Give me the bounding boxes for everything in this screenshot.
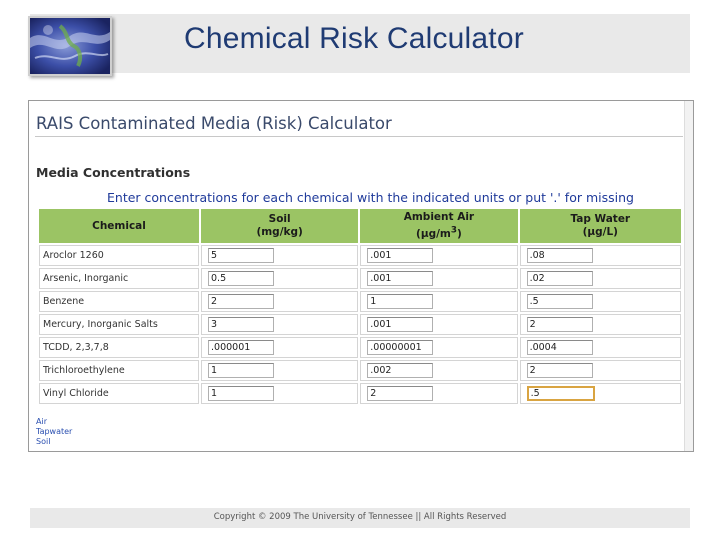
water-input[interactable]: .5 <box>527 294 593 309</box>
air-input[interactable]: .001 <box>367 271 433 286</box>
slide-footer <box>30 508 690 528</box>
chemical-name: TCDD, 2,3,7,8 <box>39 337 199 358</box>
soil-cell <box>201 245 358 266</box>
chemical-name: Mercury, Inorganic Salts <box>39 314 199 335</box>
soil-cell <box>201 268 358 289</box>
water-unit: (µg/L) <box>582 226 618 238</box>
soil-label: Soil <box>268 213 291 225</box>
calculator-title: RAIS Contaminated Media (Risk) Calculator <box>36 114 392 133</box>
water-input[interactable]: 2 <box>527 363 593 378</box>
table-header-row <box>39 209 681 243</box>
water-cell <box>520 337 681 358</box>
air-input[interactable]: 1 <box>367 294 433 309</box>
soil-cell <box>201 337 358 358</box>
chemical-name: Trichloroethylene <box>39 360 199 381</box>
water-cell <box>520 291 681 312</box>
air-cell <box>360 268 517 289</box>
column-header-ambient-air <box>360 209 517 243</box>
water-input-focused[interactable]: .5 <box>527 386 595 401</box>
table-row <box>39 314 681 335</box>
air-cell <box>360 337 517 358</box>
slide-title: Chemical Risk Calculator <box>184 22 524 55</box>
media-concentrations-heading: Media Concentrations <box>36 165 191 180</box>
table-row <box>39 337 681 358</box>
table-row <box>39 383 681 404</box>
water-cell <box>520 268 681 289</box>
soil-unit: (mg/kg) <box>256 226 303 238</box>
soil-input[interactable]: 5 <box>208 248 274 263</box>
water-input[interactable]: .0004 <box>527 340 593 355</box>
air-cell <box>360 360 517 381</box>
calculator-screenshot <box>28 100 694 452</box>
water-cell <box>520 245 681 266</box>
air-cell <box>360 314 517 335</box>
water-cell <box>520 360 681 381</box>
water-cell <box>520 314 681 335</box>
concentrations-table <box>37 207 683 406</box>
frame-scrollbar[interactable] <box>684 101 693 451</box>
air-input[interactable]: .00000001 <box>367 340 433 355</box>
soil-input[interactable]: 1 <box>208 363 274 378</box>
earth-satellite-logo <box>28 16 112 76</box>
chemical-name: Aroclor 1260 <box>39 245 199 266</box>
air-input[interactable]: 2 <box>367 386 433 401</box>
chemical-name: Benzene <box>39 291 199 312</box>
soil-input[interactable]: .000001 <box>208 340 274 355</box>
table-row <box>39 360 681 381</box>
table-row <box>39 268 681 289</box>
air-cell <box>360 383 517 404</box>
table-row <box>39 245 681 266</box>
media-links <box>36 417 72 447</box>
air-unit: $(\mu g/m^3)$ <box>416 225 462 240</box>
column-header-tap-water <box>520 209 681 243</box>
soil-input[interactable]: 0.5 <box>208 271 274 286</box>
table-row <box>39 291 681 312</box>
soil-cell <box>201 314 358 335</box>
air-input[interactable]: .002 <box>367 363 433 378</box>
chemical-name: Vinyl Chloride <box>39 383 199 404</box>
instructions-text: Enter concentrations for each chemical with the indicated units or put '.' for missing <box>107 190 634 205</box>
soil-cell <box>201 291 358 312</box>
air-cell <box>360 245 517 266</box>
air-input[interactable]: .001 <box>367 317 433 332</box>
water-input[interactable]: .02 <box>527 271 593 286</box>
air-cell <box>360 291 517 312</box>
link-soil[interactable]: Soil <box>36 437 51 446</box>
soil-cell <box>201 360 358 381</box>
air-label: Ambient Air <box>403 211 475 224</box>
water-input[interactable]: .08 <box>527 248 593 263</box>
column-header-chemical: Chemical <box>39 209 199 243</box>
water-label: Tap Water <box>570 213 631 225</box>
link-air[interactable]: Air <box>36 417 47 426</box>
chemical-name: Arsenic, Inorganic <box>39 268 199 289</box>
air-input[interactable]: .001 <box>367 248 433 263</box>
soil-input[interactable]: 3 <box>208 317 274 332</box>
water-input[interactable]: 2 <box>527 317 593 332</box>
water-cell <box>520 383 681 404</box>
copyright-text: Copyright © 2009 The University of Tennessee || All Rights Reserved <box>213 512 507 522</box>
title-divider <box>35 136 683 137</box>
column-header-soil <box>201 209 358 243</box>
soil-input[interactable]: 1 <box>208 386 274 401</box>
soil-cell <box>201 383 358 404</box>
link-tapwater[interactable]: Tapwater <box>36 427 73 436</box>
soil-input[interactable]: 2 <box>208 294 274 309</box>
